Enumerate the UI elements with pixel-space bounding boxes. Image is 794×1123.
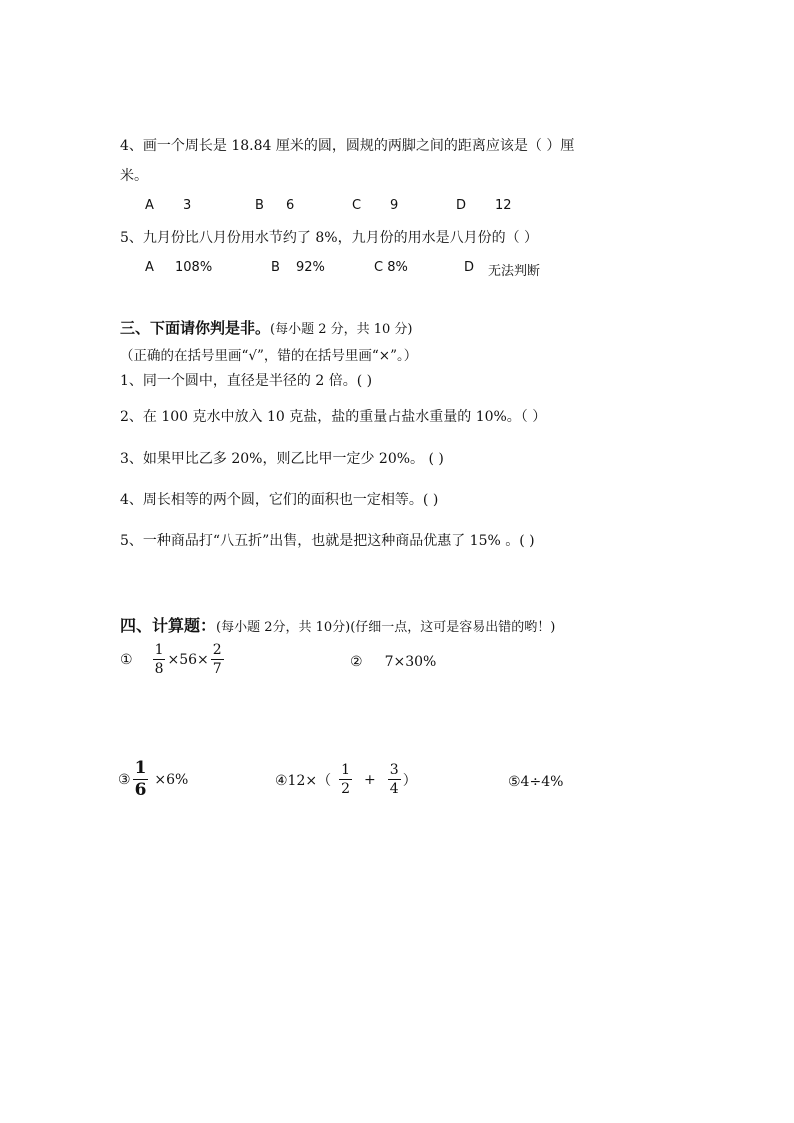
section3-item-3: 3、如果甲比乙多 20%，则乙比甲一定少 20%。 ( ) <box>120 451 444 467</box>
q5-text: 5、九月份比八月份用水节约了 8%，九月份的用水是八月份的（ ） <box>120 230 539 246</box>
section3-item-1: 1、同一个圆中，直径是半径的 2 倍。( ) <box>120 373 373 389</box>
section4-note: (每小题 2分，共 10分)(仔细一点，这可是容易出错的哟！) <box>216 620 556 635</box>
section3-item-4: 4、周长相等的两个圆，它们的面积也一定相等。( ) <box>120 492 439 508</box>
q5-option-a-value: 108% <box>175 260 213 275</box>
problem-4-lead: ④12×（ <box>275 772 332 789</box>
fraction-numerator: 1 <box>154 642 164 658</box>
fraction-denominator: 2 <box>341 781 351 797</box>
q5-option-d-value: 无法判断 <box>488 264 541 279</box>
section4-title: 四、计算题： <box>120 616 217 635</box>
section3-note: (每小题 2 分，共 10 分) <box>270 322 413 337</box>
q5-option-b-value: 92% <box>296 260 325 275</box>
fraction-numerator: 1 <box>134 758 147 778</box>
q4-option-b-letter: B <box>255 198 264 213</box>
problem-2-expression: 7×30% <box>384 654 437 670</box>
fraction-denominator: 6 <box>134 780 147 800</box>
section3-instruction: （正确的在括号里画“√”，错的在括号里画“×”。） <box>120 348 418 364</box>
q5-option-b-letter: B <box>271 260 280 275</box>
problem-4-close: ） <box>402 772 417 789</box>
q4-option-a-value: 3 <box>183 198 192 213</box>
calc-problem-3 <box>118 760 188 799</box>
q4-option-a-letter: A <box>145 198 154 213</box>
fraction-numerator: 1 <box>341 762 351 778</box>
problem-1-marker: ① <box>120 651 133 668</box>
q4-option-b-value: 6 <box>286 198 295 213</box>
q4-option-c-value: 9 <box>390 198 399 213</box>
section4-heading <box>120 613 555 636</box>
q5-option-d-letter: D <box>464 260 475 275</box>
q4-line2: 米。 <box>120 168 148 184</box>
calc-problem-2 <box>350 654 436 670</box>
problem-2-marker: ② <box>350 654 363 670</box>
q5-option-a-letter: A <box>145 260 154 275</box>
fraction-denominator: 4 <box>389 781 399 797</box>
q5-option-c: C 8% <box>374 260 408 275</box>
fraction-1-8 <box>153 643 166 676</box>
section3-title: 三、下面请你判是非。 <box>120 319 271 337</box>
section3-item-5: 5、一种商品打“八五折”出售，也就是把这种商品优惠了 15% 。( ) <box>120 533 535 549</box>
fraction-2-7 <box>211 643 224 676</box>
section3-item-2: 2、在 100 克水中放入 10 克盐，盐的重量占盐水重量的 10%。（ ） <box>120 409 547 425</box>
fraction-1-2 <box>339 763 352 796</box>
section3-heading <box>120 317 413 338</box>
problem-5-expression: ⑤4÷4% <box>508 774 564 790</box>
fraction-denominator: 8 <box>154 661 164 677</box>
problem-4-plus: + <box>364 771 376 788</box>
problem-3-rest: ×6% <box>154 771 189 788</box>
fraction-denominator: 7 <box>212 661 222 677</box>
q4-option-c-letter: C <box>352 198 362 213</box>
fraction-3-4 <box>388 763 401 796</box>
q4-line1: 4、画一个周长是 18.84 厘米的圆，圆规的两脚之间的距离应该是（ ）厘 <box>120 138 575 154</box>
problem-3-marker: ③ <box>118 771 131 788</box>
q4-option-d-letter: D <box>456 198 467 213</box>
calc-problem-1 <box>120 643 226 676</box>
fraction-numerator: 3 <box>389 762 399 778</box>
calc-problem-4 <box>275 763 417 796</box>
calc-problem-5 <box>508 774 563 790</box>
problem-1-middle: ×56× <box>167 651 209 668</box>
fraction-numerator: 2 <box>212 642 222 658</box>
q4-option-d-value: 12 <box>495 198 512 213</box>
fraction-1-6 <box>133 760 149 799</box>
